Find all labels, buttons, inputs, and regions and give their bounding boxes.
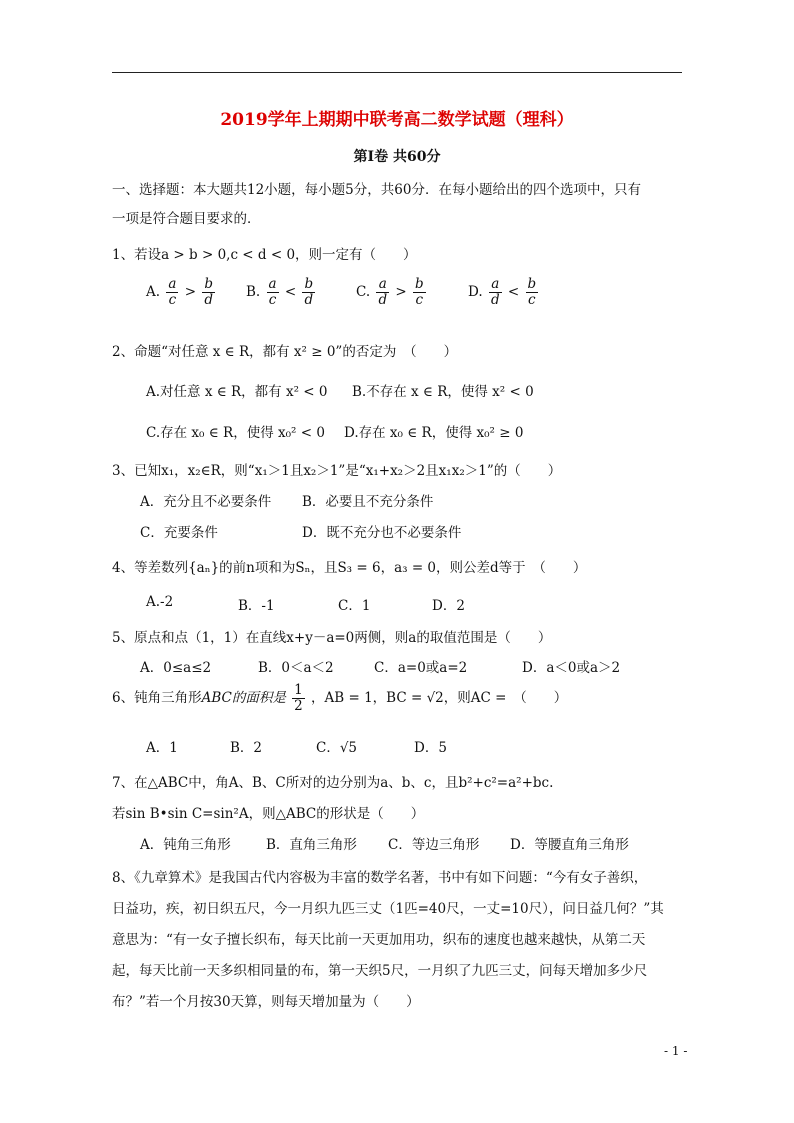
q5-option-b: B．0＜a＜2 — [258, 660, 334, 676]
q4-stem: 4、等差数列{aₙ}的前n项和为Sₙ，且S₃ = 6，a₃ = 0，则公差d等于 （ ） — [112, 560, 587, 576]
section-heading: 第Ⅰ卷 共60分 — [353, 149, 441, 165]
q4-option-d: D．2 — [432, 598, 465, 614]
q8-line-3: 意思为：“有一女子擅长织布，每天比前一天更加用功，织布的速度也越来越快，从第二天 — [112, 932, 646, 948]
q1-option-d: D. $\frac{a}{d}$ < $\frac{b}{c}$ — [468, 276, 537, 308]
q1-stem: 1、若设a > b > 0,c < d < 0，则一定有（ ） — [112, 247, 417, 263]
q4-option-a: A.-2 — [146, 594, 174, 610]
q7-option-b: B．直角三角形 — [266, 837, 357, 853]
q2-option-b: B.不存在 x ∈ R，使得 x² < 0 — [352, 384, 534, 400]
q5-option-c: C．a=0或a=2 — [374, 660, 468, 676]
q6-option-d: D．5 — [414, 740, 447, 756]
q2-option-d: D.存在 x₀ ∈ R，使得 x₀² ≥ 0 — [344, 425, 524, 441]
q5-stem: 5、原点和点（1，1）在直线x+y－a=0两侧，则a的取值范围是（ ） — [112, 630, 552, 646]
q8-line-2: 日益功，疾，初日织五尺，今一月织九匹三丈（1匹=40尺，一丈=10尺），问日益几何？”其 — [112, 901, 664, 917]
q3-option-b: B．必要且不充分条件 — [302, 494, 434, 510]
q7-line-2: 若sin B•sin C=sin²A，则△ABC的形状是（ ） — [112, 806, 425, 822]
q7-option-a: A．钝角三角形 — [140, 837, 231, 853]
q5-option-d: D．a＜0或a＞2 — [522, 660, 621, 676]
q3-option-c: C．充要条件 — [140, 525, 218, 541]
q3-option-a: A．充分且不必要条件 — [140, 494, 272, 510]
q6-option-b: B．2 — [230, 740, 263, 756]
q7-option-d: D．等腰直角三角形 — [510, 837, 629, 853]
q3-stem: 3、已知x₁，x₂∈R，则“x₁＞1且x₂＞1”是“x₁+x₂＞2且x₁x₂＞1”的（ ） — [112, 463, 562, 479]
page-number: - 1 - — [664, 1044, 688, 1058]
q7-line-1: 7、在△ABC中，角A、B、C所对的边分别为a、b、c，且b²+c²=a²+bc. — [112, 775, 554, 791]
q4-option-c: C．1 — [338, 598, 371, 614]
q6-option-c: C．√5 — [316, 740, 358, 756]
intro-line-1: 一、选择题：本大题共12小题，每小题5分，共60分．在每小题给出的四个选项中，只有 — [112, 182, 641, 198]
q6-stem: 6、钝角三角形ABC的面积是 $\frac{1}{2}$ ，AB = 1，BC = √2，则AC = （ ） — [112, 682, 568, 714]
q2-option-c: C.存在 x₀ ∈ R，使得 x₀² < 0 — [146, 425, 325, 441]
q3-option-d: D．既不充分也不必要条件 — [302, 525, 462, 541]
q7-option-c: C．等边三角形 — [388, 837, 480, 853]
q1-option-a: A. $\frac{a}{c}$ > $\frac{b}{d}$ — [146, 276, 213, 308]
exam-title: 2019学年上期期中联考高二数学试题（理科） — [220, 110, 574, 130]
q8-line-1: 8、《九章算术》是我国古代内容极为丰富的数学名著，书中有如下问题：“今有女子善织， — [112, 870, 648, 886]
q2-option-a: A.对任意 x ∈ R，都有 x² < 0 — [146, 384, 328, 400]
header-rule — [112, 72, 682, 73]
q1-option-c: C. $\frac{a}{d}$ > $\frac{b}{c}$ — [356, 276, 424, 308]
q2-stem: 2、命题“对任意 x ∈ R，都有 x² ≥ 0”的否定为 （ ） — [112, 344, 458, 360]
q6-option-a: A．1 — [146, 740, 178, 756]
q5-option-a: A．0≤a≤2 — [140, 660, 212, 676]
q1-option-b: B. $\frac{a}{c}$ < $\frac{b}{d}$ — [246, 276, 314, 308]
q8-line-4: 起，每天比前一天多织相同量的布，第一天织5尺，一月织了九匹三丈，问每天增加多少尺 — [112, 963, 648, 979]
q4-option-b: B．-1 — [238, 598, 275, 614]
intro-line-2: 一项是符合题目要求的． — [112, 211, 261, 227]
q8-line-5: 布？”若一个月按30天算，则每天增加量为（ ） — [112, 994, 420, 1010]
